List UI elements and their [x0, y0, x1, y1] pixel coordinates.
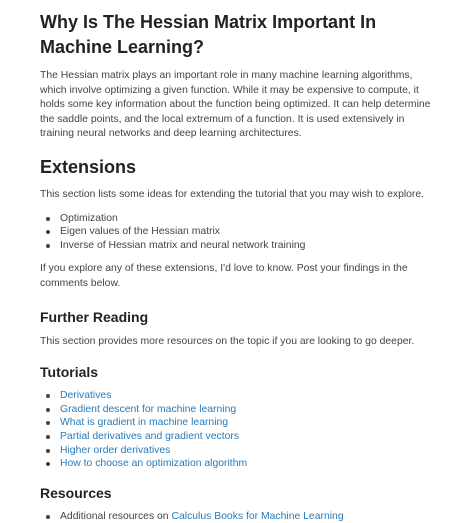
list-item — [40, 416, 440, 430]
hessian-importance-paragraph: The Hessian matrix plays an important role in many machine learning algorithms, which involve optimizing a given function. While it may be expensive to compute, it holds some key information about the function being optimized. It can help determine the saddle points, and the local extremum of a function. It is used extensively in training neural networks and deep learning architectures. — [40, 70, 431, 140]
list-item — [40, 510, 440, 523]
resources-list — [40, 510, 440, 523]
resource-link-calculus-books[interactable]: Calculus Books for Machine Learning — [171, 510, 344, 522]
list-item — [40, 457, 440, 471]
list-item — [40, 403, 440, 417]
section-title-extensions: Extensions — [40, 156, 137, 177]
list-item — [40, 430, 440, 444]
section-title-hessian-importance: Why Is The Hessian Matrix Important In Machine Learning? — [40, 12, 377, 57]
section-title-further-reading: Further Reading — [40, 308, 149, 325]
list-item: Optimization — [40, 212, 440, 226]
tutorial-link-derivatives[interactable]: Derivatives — [60, 390, 112, 402]
tutorials-list — [40, 389, 440, 471]
list-item — [40, 389, 440, 403]
extensions-intro: This section lists some ideas for extending the tutorial that you may wish to explore. — [40, 188, 425, 200]
extensions-list — [40, 212, 440, 253]
list-item: Inverse of Hessian matrix and neural network training — [40, 239, 440, 253]
list-item — [40, 444, 440, 458]
tutorial-link-optimization-algorithm[interactable]: How to choose an optimization algorithm — [60, 458, 248, 470]
resource-prefix: Additional resources on — [60, 510, 172, 522]
section-title-tutorials: Tutorials — [40, 364, 99, 381]
tutorial-link-gradient-descent[interactable]: Gradient descent for machine learning — [60, 403, 237, 415]
tutorial-link-what-is-gradient[interactable]: What is gradient in machine learning — [60, 417, 229, 429]
list-item: Eigen values of the Hessian matrix — [40, 225, 440, 239]
extensions-outro: If you explore any of these extensions, I'd love to know. Post your findings in the comments below. — [40, 263, 408, 289]
tutorial-link-higher-order-derivatives[interactable]: Higher order derivatives — [60, 444, 171, 456]
section-title-resources: Resources — [40, 484, 112, 501]
article-body — [40, 10, 440, 523]
further-reading-intro: This section provides more resources on the topic if you are looking to go deeper. — [40, 335, 415, 347]
tutorial-link-partial-derivatives[interactable]: Partial derivatives and gradient vectors — [60, 430, 240, 442]
